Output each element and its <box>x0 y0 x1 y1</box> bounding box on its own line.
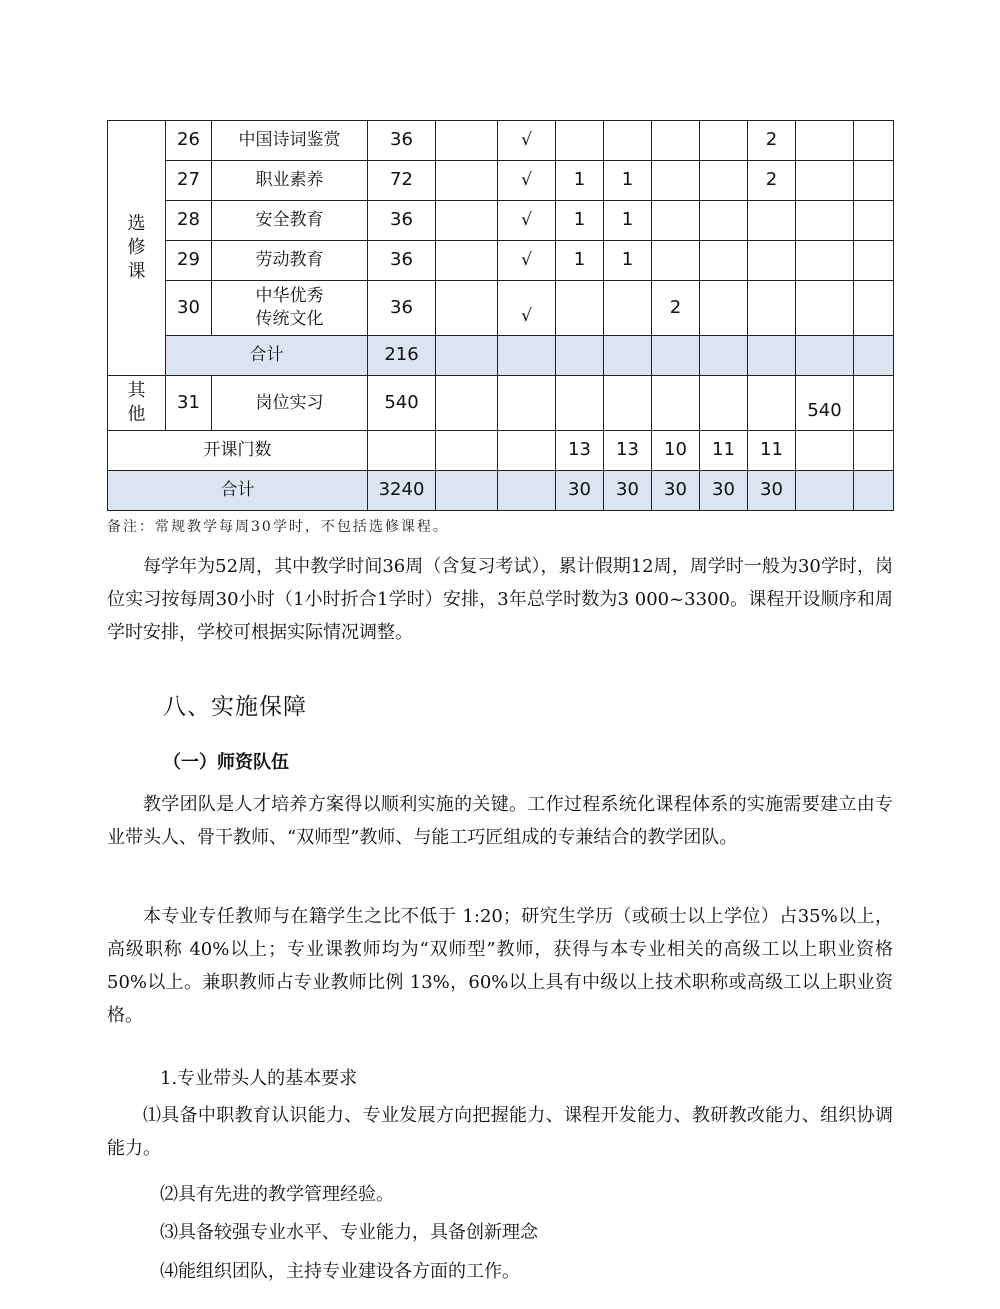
row-number: 31 <box>166 376 212 431</box>
course-count-row: 开课门数 13 13 10 11 11 <box>108 431 894 471</box>
course-count-label: 开课门数 <box>108 431 368 471</box>
list-item-3: ⑶具备较强专业水平、专业能力，具备创新理念 <box>160 1222 538 1243</box>
internship-row: 其 他 31 岗位实习 540 540 <box>108 376 894 431</box>
row-number: 28 <box>166 201 212 241</box>
check-mark: √ <box>498 201 556 241</box>
check-mark: √ <box>498 241 556 281</box>
subsection-heading: （一）师资队伍 <box>163 752 289 773</box>
course-name: 劳动教育 <box>212 241 368 281</box>
row-number: 26 <box>166 121 212 161</box>
table-row: 选 修 课 26 中国诗词鉴赏 36 √ 2 <box>108 121 894 161</box>
course-name: 中国诗词鉴赏 <box>212 121 368 161</box>
list-item-4: ⑷能组织团队，主持专业建设各方面的工作。 <box>160 1261 520 1282</box>
total-label: 合计 <box>108 471 368 511</box>
course-schedule-table <box>107 120 894 511</box>
course-name: 职业素养 <box>212 161 368 201</box>
total-hours: 3240 <box>368 471 436 511</box>
check-mark: √ <box>498 161 556 201</box>
paragraph-ratio: 本专业专任教师与在籍学生之比不低于 1:20；研究生学历（或硕士以上学位）占35%以上，高级职称 40%以上；专业课教师均为“双师型”教师，获得与本专业相关的高级工以上职业资格 50%以上。兼职教师占专业教师比例 13%，60%以上具有中级以上技术职称或高级工以上职业资格。 <box>107 906 893 1026</box>
paragraph-schedule: 每学年为52周，其中教学时间36周（含复习考试），累计假期12周，周学时一般为30学时，岗位实习按每周30小时（1小时折合1学时）安排，3年总学时数为3 000~3300。课程开设顺序和周学时安排，学校可根据实际情况调整。 <box>107 556 893 643</box>
table-row: 27 职业素养 72 √ 1 1 2 <box>108 161 894 201</box>
course-name: 安全教育 <box>212 201 368 241</box>
total-row: 合计 3240 30 30 30 30 30 <box>108 471 894 511</box>
group-elective-cell: 选 修 课 <box>108 121 166 376</box>
course-name: 中华优秀 传统文化 <box>212 281 368 336</box>
course-hours: 36 <box>368 121 436 161</box>
table-note: 备注：常规教学每周30学时，不包括选修课程。 <box>107 519 449 535</box>
table-row: 29 劳动教育 36 √ 1 1 <box>108 241 894 281</box>
course-hours: 36 <box>368 201 436 241</box>
course-name: 岗位实习 <box>212 376 368 431</box>
list-title: 1.专业带头人的基本要求 <box>160 1068 358 1089</box>
subtotal-row <box>108 336 894 376</box>
check-mark: √ <box>498 121 556 161</box>
section-heading: 八、实施保障 <box>163 694 307 720</box>
check-mark: √ <box>498 281 556 336</box>
list-item-1: ⑴具备中职教育认识能力、专业发展方向把握能力、课程开发能力、教研教改能力、组织协调能力。 <box>107 1105 893 1159</box>
table-row: 28 安全教育 36 √ 1 1 <box>108 201 894 241</box>
row-number: 29 <box>166 241 212 281</box>
course-hours: 36 <box>368 281 436 336</box>
subtotal-hours: 216 <box>368 336 436 376</box>
course-hours: 540 <box>368 376 436 431</box>
course-hours: 36 <box>368 241 436 281</box>
subtotal-label: 合计 <box>166 336 368 376</box>
course-hours: 72 <box>368 161 436 201</box>
row-number: 27 <box>166 161 212 201</box>
list-item-2: ⑵具有先进的教学管理经验。 <box>160 1184 394 1205</box>
table-row: 30 中华优秀 传统文化 36 √ 2 <box>108 281 894 336</box>
row-number: 30 <box>166 281 212 336</box>
group-other-cell: 其 他 <box>108 376 166 431</box>
paragraph-team: 教学团队是人才培养方案得以顺利实施的关键。工作过程系统化课程体系的实施需要建立由专业带头人、骨干教师、“双师型”教师、与能工巧匠组成的专兼结合的教学团队。 <box>107 794 893 848</box>
